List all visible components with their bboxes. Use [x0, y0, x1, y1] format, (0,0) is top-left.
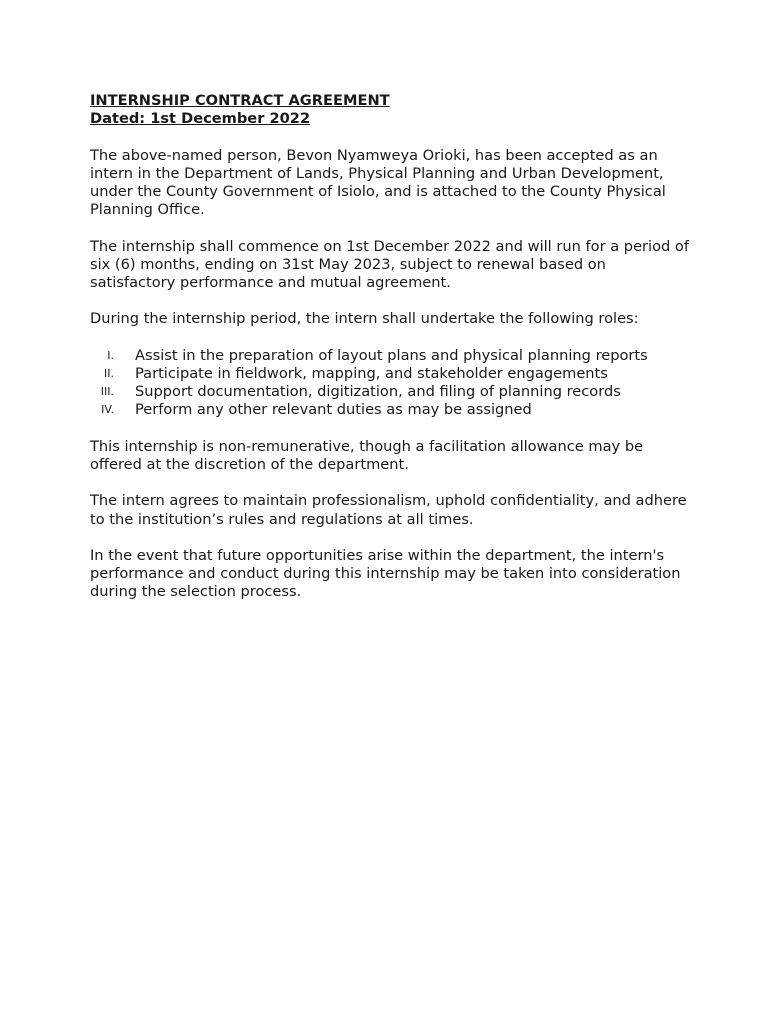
- paragraph-conduct: The intern agrees to maintain professionalism, uphold confidentiality, and adhere to the institution’s rules and regulations at all times.: [90, 492, 687, 528]
- list-item-text: Assist in the preparation of layout plans and physical planning reports: [135, 346, 648, 364]
- list-item-text: Perform any other relevant duties as may be assigned: [135, 401, 532, 419]
- list-item: [90, 365, 690, 383]
- paragraph-acceptance: The above-named person, Bevon Nyamweya Orioki, has been accepted as an intern in the Department of Lands, Physical Planning and Urban Development, under the County Government of Isiolo, and is attached to the County Physical Planning Office.: [90, 146, 666, 219]
- list-item: [90, 401, 690, 419]
- paragraph-future-opportunities: In the event that future opportunities arise within the department, the intern's performance and conduct during this internship may be taken into consideration during the selection process.: [90, 546, 681, 601]
- document-title: INTERNSHIP CONTRACT AGREEMENT: [90, 92, 390, 109]
- paragraph-roles-intro: During the internship period, the intern shall undertake the following roles:: [90, 310, 639, 328]
- paragraph-remuneration: This internship is non-remunerative, though a facilitation allowance may be offered at the discretion of the department.: [90, 437, 644, 473]
- list-item-text: Participate in fieldwork, mapping, and stakeholder engagements: [135, 364, 608, 382]
- list-item-number: II.: [104, 366, 114, 380]
- document-date: Dated: 1st December 2022: [90, 110, 311, 128]
- roles-list: [90, 347, 690, 420]
- list-item-number: III.: [100, 385, 114, 399]
- document-header: [90, 92, 690, 128]
- list-item-text: Support documentation, digitization, and filing of planning records: [135, 383, 621, 401]
- paragraph-duration: The internship shall commence on 1st December 2022 and will run for a period of six (6) months, ending on 31st May 2023, subject to renewal based on satisfactory performance and mutual agreement.: [90, 237, 689, 291]
- list-item: [90, 383, 690, 401]
- list-item-number: I.: [107, 348, 114, 362]
- list-item-number: IV.: [101, 403, 114, 417]
- list-item: [90, 347, 690, 365]
- document-body: [90, 92, 690, 620]
